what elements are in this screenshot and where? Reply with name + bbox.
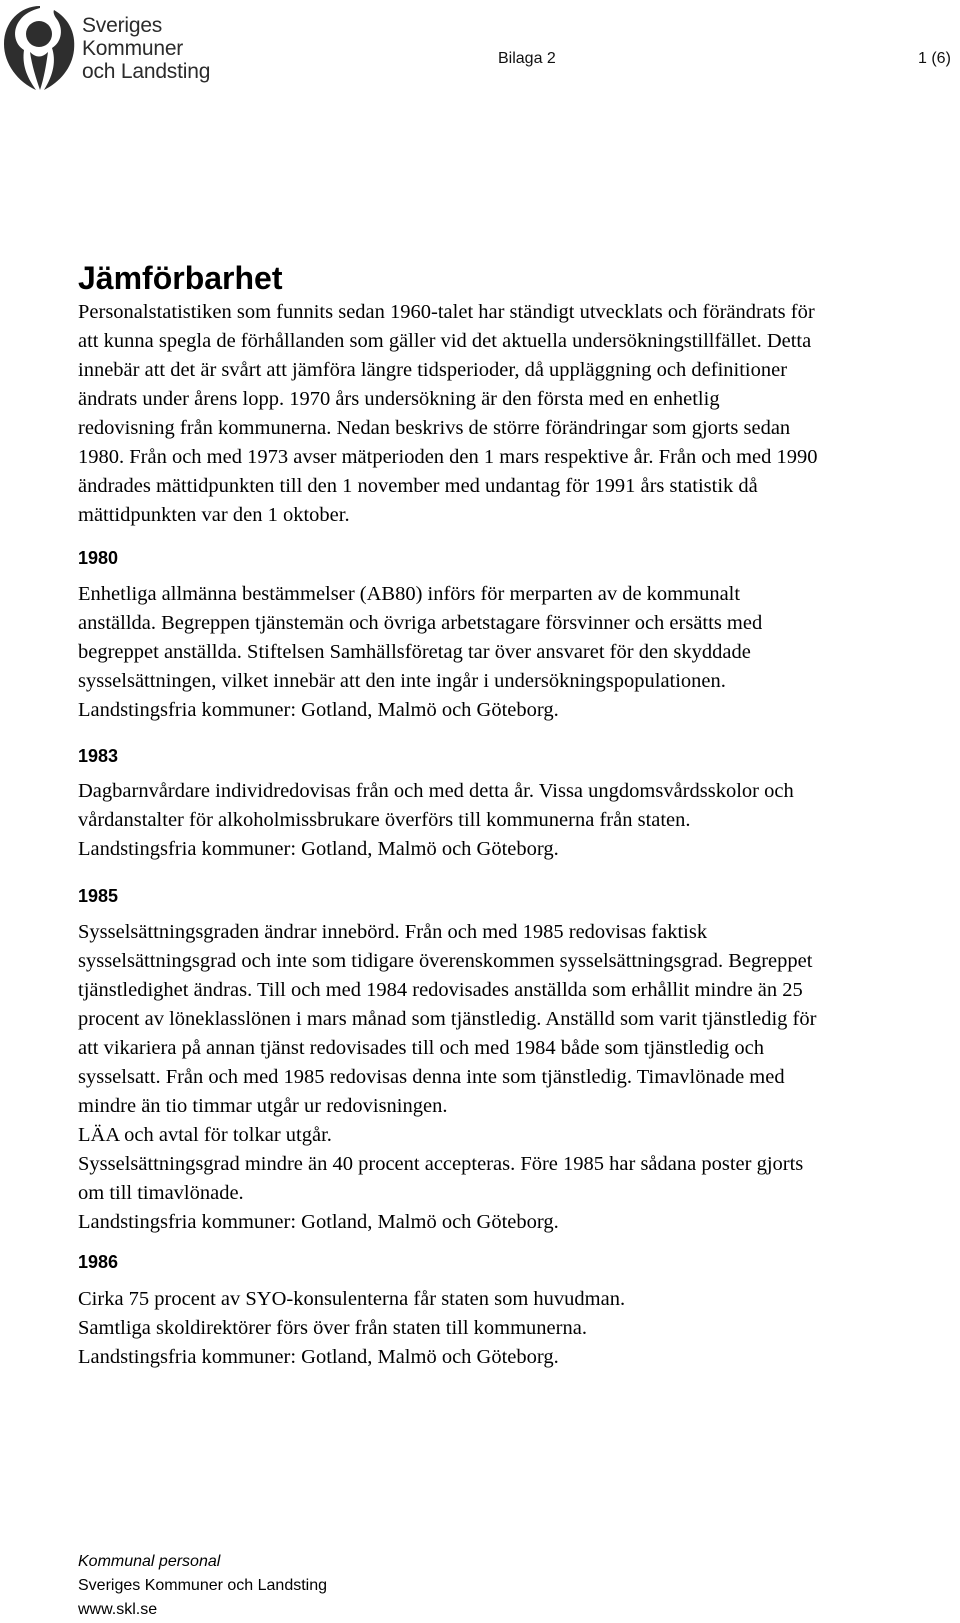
page-title: Jämförbarhet xyxy=(78,260,283,296)
text-line: tjänstledighet ändras. Till och med 1984 redovisades anställda som erhållit mindre än 25 xyxy=(78,979,803,1001)
text-line: LÄA och avtal för tolkar utgår. xyxy=(78,1124,332,1146)
logo-line-2: Kommuner xyxy=(82,37,184,60)
intro-line: ändrades mättidpunkten till den 1 november med undantag för 1991 års statistik då xyxy=(78,475,758,497)
text-line: Landstingsfria kommuner: Gotland, Malmö och Göteborg. xyxy=(78,1346,559,1368)
text-line: sysselsättningen, vilket innebär att den inte ingår i undersökningspopulationen. xyxy=(78,670,726,692)
text-line: sysselsatt. Från och med 1985 redovisas denna inte som tjänstledig. Timavlönade med xyxy=(78,1066,785,1088)
skl-emblem-icon xyxy=(0,2,80,94)
text-line: anställda. Begreppen tjänstemän och övriga arbetstagare försvinner och ersätts med xyxy=(78,612,763,634)
text-line: Dagbarnvårdare individredovisas från och med detta år. Vissa ungdomsvårdsskolor och xyxy=(78,780,794,802)
text-line: Landstingsfria kommuner: Gotland, Malmö och Göteborg. xyxy=(78,1211,559,1233)
text-line: Landstingsfria kommuner: Gotland, Malmö och Göteborg. xyxy=(78,699,559,721)
section-text-1985 xyxy=(78,918,960,1237)
section-text-1980 xyxy=(78,580,960,725)
intro-line: redovisning från kommunerna. Nedan beskrivs de större förändringar som gjorts sedan xyxy=(78,417,791,439)
intro-line: ändrats under årens lopp. 1970 års undersökning är den första med en enhetlig xyxy=(78,388,720,410)
text-line: Sysselsättningsgraden ändrar innebörd. Från och med 1985 redovisas faktisk xyxy=(78,921,708,943)
intro-line: innebär att det är svårt att jämföra längre tidsperioder, då uppläggning och definitioner xyxy=(78,359,788,381)
section-heading-1980: 1980 xyxy=(78,548,119,568)
section-heading-1985: 1985 xyxy=(78,886,119,906)
text-line: sysselsättningsgrad och inte som tidigare överenskommen sysselsättningsgrad. Begreppet xyxy=(78,950,813,972)
footer-website-link[interactable]: www.skl.se xyxy=(78,1601,158,1618)
intro-line: 1980. Från och med 1973 avser mätperioden den 1 mars respektive år. Från och med 1990 xyxy=(78,446,818,468)
section-text-1983 xyxy=(78,777,960,864)
text-line: begreppet anställda. Stiftelsen Samhällsföretag tar över ansvaret för den skyddade xyxy=(78,641,751,663)
intro-line: att kunna spegla de förhållanden som gäller vid det aktuella undersökningstillfället. Detta xyxy=(78,330,812,352)
text-line: Samtliga skoldirektörer förs över från staten till kommunerna. xyxy=(78,1317,587,1339)
text-line: Landstingsfria kommuner: Gotland, Malmö och Göteborg. xyxy=(78,838,559,860)
text-line: Enhetliga allmänna bestämmelser (AB80) införs för merparten av de kommunalt xyxy=(78,583,741,605)
section-heading-1986: 1986 xyxy=(78,1252,119,1272)
logo xyxy=(0,2,240,94)
intro-paragraph xyxy=(78,298,960,530)
text-line: att vikariera på annan tjänst redovisades till och med 1984 både som tjänstledig och xyxy=(78,1037,764,1059)
text-line: procent av löneklasslönen i mars månad som tjänstledig. Anställd som varit tjänstledig för xyxy=(78,1008,817,1030)
footer-department: Kommunal personal xyxy=(78,1553,221,1570)
intro-line: Personalstatistiken som funnits sedan 1960-talet har ständigt utvecklats och förändrats för xyxy=(78,301,815,323)
intro-line: mättidpunkten var den 1 oktober. xyxy=(78,504,350,526)
footer-organization: Sveriges Kommuner och Landsting xyxy=(78,1577,328,1594)
text-line: Sysselsättningsgrad mindre än 40 procent accepteras. Före 1985 har sådana poster gjorts xyxy=(78,1153,804,1175)
page-number: 1 (6) xyxy=(918,50,951,67)
section-text-1986 xyxy=(78,1285,960,1372)
logo-line-3: och Landsting xyxy=(82,60,211,83)
section-heading-1983: 1983 xyxy=(78,746,119,766)
text-line: om till timavlönade. xyxy=(78,1182,244,1204)
text-line: mindre än tio timmar utgår ur redovisningen. xyxy=(78,1095,448,1117)
attachment-label: Bilaga 2 xyxy=(498,50,556,67)
text-line: Cirka 75 procent av SYO-konsulenterna får staten som huvudman. xyxy=(78,1288,626,1310)
logo-line-1: Sveriges xyxy=(82,14,163,37)
footer xyxy=(78,1550,327,1622)
text-line: vårdanstalter för alkoholmissbrukare överförs till kommunerna från staten. xyxy=(78,809,691,831)
